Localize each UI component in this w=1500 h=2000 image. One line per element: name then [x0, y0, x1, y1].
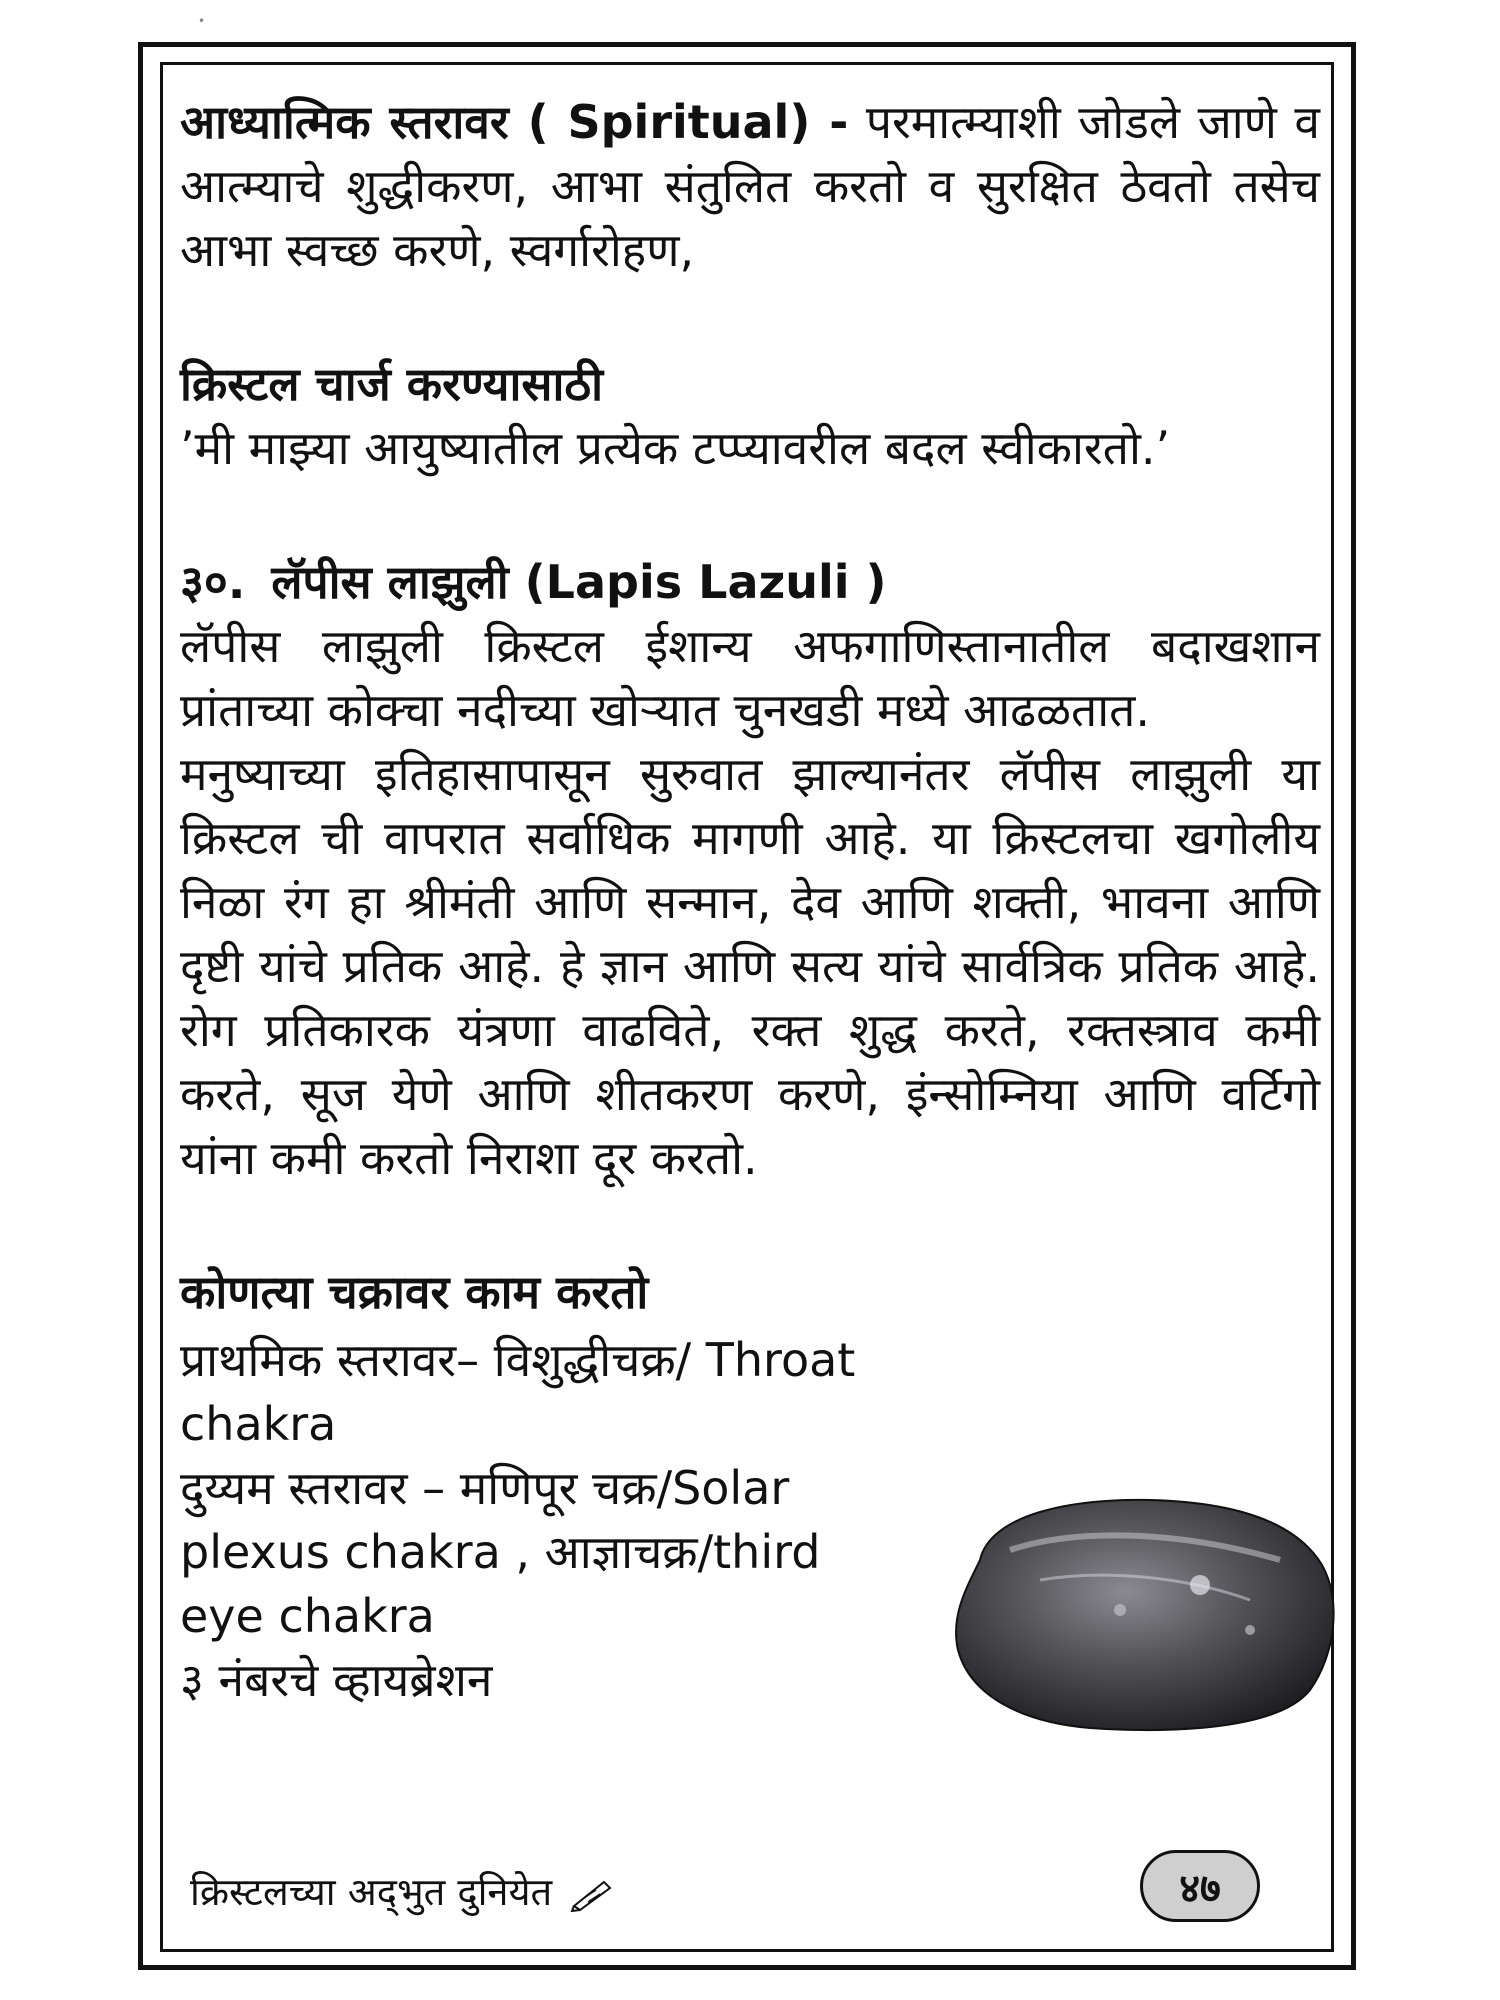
- footer-book-title-text: क्रिस्टलच्या अद्‌भुत दुनियेत: [190, 1870, 553, 1914]
- spiritual-label: आध्यात्मिक स्तरावर ( Spiritual) -: [180, 95, 849, 149]
- charging-affirmation: ’मी माझ्या आयुष्यातील प्रत्येक टप्प्यावरील बदल स्वीकारतो.’: [180, 421, 1171, 475]
- section-paragraph-2: मनुष्याच्या इतिहासापासून सुरुवात झाल्यानंतर लॅपीस लाझुली या क्रिस्टल ची वापरात सर्वाधिक मागणी आहे. या क्रिस्टलचा खगोलीय निळा रंग हा श्रीमंती आणि सन्मान, देव आणि शक्ती, भावना आणि दृष्टी यांचे प्रतिक आहे. हे ज्ञान आणि सत्य यांचे सार्वत्रिक प्रतिक आहे. रोग प्रतिकारक यंत्रणा वाढविते, रक्त शुद्ध करते, रक्तस्त्राव कमी करते, सूज येणे आणि शीतकरण करणे, इंन्सोम्निया आणि वर्टिगो यांना कमी करतो निराशा दूर करतो.: [180, 747, 1320, 1185]
- spiritual-text: परमात्म्याशी जोडले जाणे व आत्म्याचे शुद्धीकरण, आभा संतुलित करतो व सुरक्षित ठेवतो तसेच आभा स्वच्छ करणे, स्वर्गारोहण,: [180, 95, 1320, 277]
- spiritual-paragraph: [180, 90, 1320, 282]
- page-number: ४७: [1179, 1865, 1221, 1912]
- section-number: ३०.: [180, 555, 246, 609]
- scan-mark: •: [198, 14, 206, 28]
- chakra-primary: प्राथमिक स्तरावर– विशुद्धीचक्र/ Throat chakra: [180, 1333, 856, 1451]
- pen-icon: [570, 1878, 614, 1912]
- chakra-list: [180, 1328, 900, 1712]
- section-title: लॅपीस लाझुली (Lapis Lazuli ): [271, 555, 887, 609]
- section-heading: [180, 550, 1320, 614]
- chakra-secondary: दुय्यम स्तरावर – मणिपूर चक्र/Solar plexus chakra , आज्ञाचक्र/third eye chakra: [180, 1461, 821, 1643]
- footer-book-title: [190, 1865, 614, 1917]
- chakra-heading: कोणत्या चक्रावर काम करतो: [180, 1265, 649, 1319]
- charging-heading: क्रिस्टल चार्ज करण्यासाठी: [180, 357, 604, 411]
- chakra-vibration: ३ नंबरचे व्हायब्रेशन: [180, 1653, 493, 1707]
- page-content: [180, 90, 1320, 1712]
- page-number-badge: [1140, 1850, 1260, 1922]
- lapis-lazuli-stone-image: [950, 1490, 1340, 1735]
- section-paragraph-1: लॅपीस लाझुली क्रिस्टल ईशान्य अफगाणिस्तानातील बदाखशान प्रांताच्या कोक्चा नदीच्या खोऱ्यात चुनखडी मध्ये आढळतात.: [180, 619, 1320, 737]
